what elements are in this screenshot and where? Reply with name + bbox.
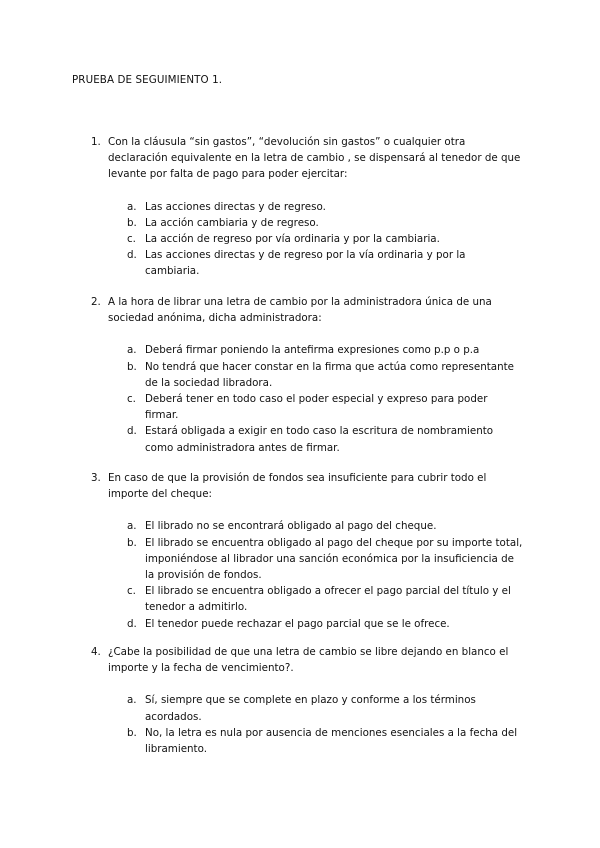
- option-text: El librado se encuentra obligado al pago del cheque por su importe total, imponiéndose al librador una sanción económica por la insuficiencia de la provisión de fondos.: [145, 536, 523, 582]
- question-text: ¿Cabe la posibilidad de que una letra de cambio se libre dejando en blanco el importe y la fecha de vencimiento?.: [108, 646, 509, 675]
- page-title: PRUEBA DE SEGUIMIENTO 1.: [72, 74, 223, 86]
- option-2c: [72, 391, 532, 423]
- option-text: El librado no se encontrará obligado al pago del cheque.: [145, 520, 437, 533]
- question-1: [72, 134, 532, 280]
- question-4: [72, 644, 532, 757]
- option-letter: a.: [127, 344, 137, 357]
- option-text: El librado se encuentra obligado a ofrecer el pago parcial del título y el tenedor a admitirlo.: [145, 585, 511, 614]
- option-3d: [72, 616, 532, 632]
- question-number: 3.: [91, 472, 101, 484]
- option-text: El tenedor puede rechazar el pago parcial que se le ofrece.: [145, 617, 450, 630]
- option-3b: [72, 535, 532, 584]
- option-text: La acción de regreso por vía ordinaria y por la cambiaria.: [145, 233, 440, 246]
- option-letter: c.: [127, 393, 136, 406]
- question-text: A la hora de librar una letra de cambio por la administradora única de una sociedad anónima, dicha administradora:: [108, 296, 492, 325]
- option-text: Las acciones directas y de regreso por la vía ordinaria y por la cambiaria.: [145, 249, 466, 278]
- option-4a: [72, 692, 532, 724]
- option-letter: d.: [127, 249, 137, 262]
- question-text: En caso de que la provisión de fondos sea insuficiente para cubrir todo el importe del cheque:: [108, 472, 487, 501]
- option-letter: d.: [127, 425, 137, 438]
- option-4b: [72, 725, 532, 757]
- option-letter: b.: [127, 536, 137, 549]
- option-text: Deberá tener en todo caso el poder especial y expreso para poder firmar.: [145, 393, 488, 422]
- option-2b: [72, 359, 532, 391]
- option-letter: b.: [127, 360, 137, 373]
- option-letter: d.: [127, 617, 137, 630]
- option-1a: [72, 199, 532, 215]
- option-text: Estará obligada a exigir en todo caso la escritura de nombramiento como administradora antes de firmar.: [145, 425, 494, 454]
- question-number: 1.: [91, 136, 101, 148]
- option-text: No, la letra es nula por ausencia de menciones esenciales a la fecha del libramiento.: [145, 726, 518, 756]
- question-number: 2.: [91, 296, 101, 308]
- option-3c: [72, 583, 532, 615]
- option-3a: [72, 518, 532, 534]
- option-letter: a.: [127, 694, 137, 707]
- option-letter: a.: [127, 520, 137, 533]
- option-1c: [72, 231, 532, 247]
- option-letter: c.: [127, 585, 136, 598]
- option-letter: c.: [127, 233, 136, 246]
- option-1b: [72, 215, 532, 231]
- option-text: No tendrá que hacer constar en la firma que actúa como representante de la sociedad libradora.: [145, 360, 515, 389]
- option-letter: a.: [127, 200, 137, 213]
- option-2d: [72, 423, 532, 455]
- option-letter: b.: [127, 726, 137, 739]
- option-text: Deberá firmar poniendo la antefirma expresiones como p.p o p.a: [145, 344, 480, 357]
- question-2: [72, 294, 532, 456]
- option-text: Las acciones directas y de regreso.: [145, 200, 326, 213]
- option-letter: b.: [127, 216, 137, 229]
- option-text: La acción cambiaria y de regreso.: [145, 216, 319, 229]
- option-text: Sí, siempre que se complete en plazo y conforme a los términos acordados.: [145, 694, 476, 723]
- question-3: [72, 470, 532, 632]
- option-1d: [72, 247, 532, 279]
- question-number: 4.: [91, 646, 101, 658]
- question-text: Con la cláusula “sin gastos”, “devolución sin gastos” o cualquier otra declaración equivalente en la letra de cambio , se dispensará al tenedor de que levante por falta de pago para poder ejercitar:: [108, 136, 521, 181]
- option-2a: [72, 342, 532, 358]
